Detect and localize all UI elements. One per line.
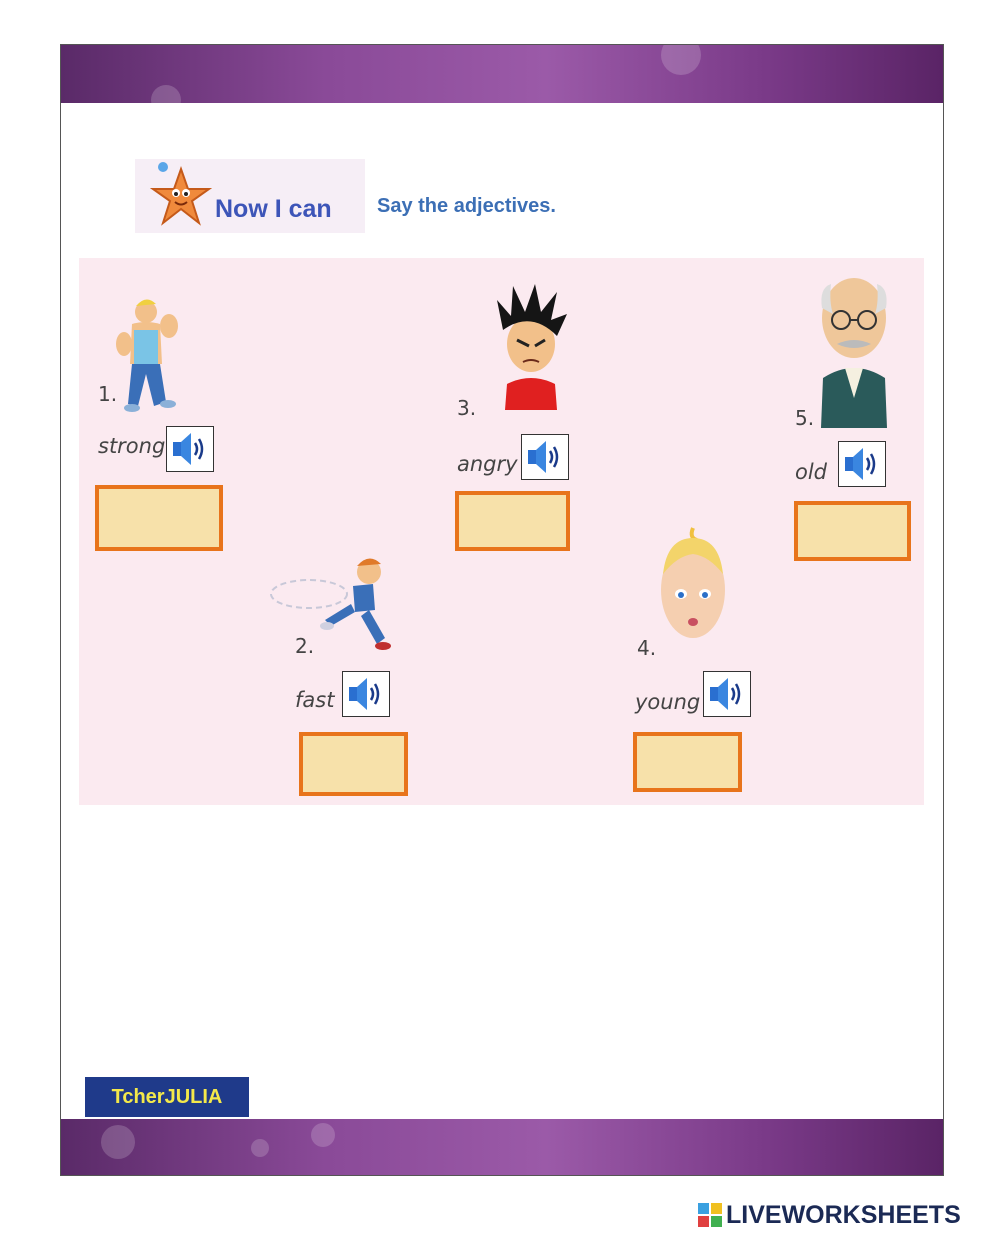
worksheet-page xyxy=(60,44,944,1176)
bottom-decorative-band xyxy=(61,1119,943,1175)
item-number-1: 1. xyxy=(98,382,118,406)
top-decorative-band xyxy=(61,45,943,103)
play-audio-strong-button[interactable] xyxy=(166,426,214,472)
item-number-4: 4. xyxy=(637,636,657,660)
item-word-fast: fast xyxy=(295,688,335,712)
brand-logo-icon xyxy=(698,1203,722,1227)
speaker-icon xyxy=(345,674,387,714)
play-audio-angry-button[interactable] xyxy=(521,434,569,480)
angry-boy-illustration xyxy=(491,280,571,410)
answer-box-angry[interactable] xyxy=(455,491,570,551)
author-label: TcherJULIA xyxy=(85,1077,249,1117)
speaker-icon xyxy=(169,429,211,469)
speaker-icon xyxy=(706,674,748,714)
running-boy-illustration xyxy=(269,554,409,664)
instruction-text: Say the adjectives. xyxy=(377,195,556,217)
baby-illustration xyxy=(653,524,733,664)
answer-box-strong[interactable] xyxy=(95,485,223,551)
badge-title: Now I can xyxy=(215,195,332,223)
starfish-icon xyxy=(143,159,213,233)
item-word-young: young xyxy=(635,690,701,714)
activity-area xyxy=(79,258,924,805)
play-audio-old-button[interactable] xyxy=(838,441,886,487)
answer-box-old[interactable] xyxy=(794,501,911,561)
strong-man-illustration xyxy=(114,294,194,424)
speaker-icon xyxy=(841,444,883,484)
item-number-5: 5. xyxy=(795,406,815,430)
liveworksheets-brand xyxy=(698,1198,961,1232)
answer-box-young[interactable] xyxy=(633,732,742,792)
answer-box-fast[interactable] xyxy=(299,732,408,796)
item-word-old: old xyxy=(795,460,828,484)
speaker-icon xyxy=(524,437,566,477)
play-audio-fast-button[interactable] xyxy=(342,671,390,717)
brand-name: LIVEWORKSHEETS xyxy=(726,1200,961,1229)
play-audio-young-button[interactable] xyxy=(703,671,751,717)
item-word-strong: strong xyxy=(98,434,166,458)
item-word-angry: angry xyxy=(457,452,518,476)
item-number-3: 3. xyxy=(457,396,477,420)
old-man-illustration xyxy=(809,268,899,428)
item-number-2: 2. xyxy=(295,634,315,658)
